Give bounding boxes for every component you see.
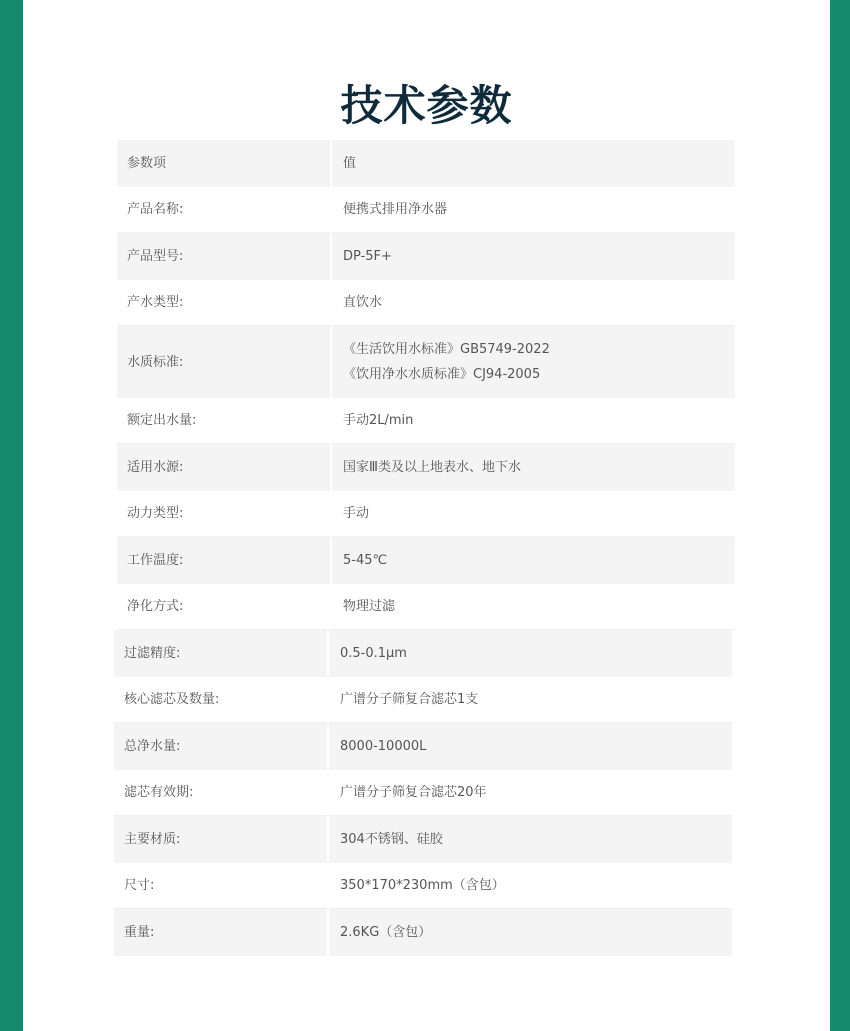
table-row — [114, 909, 732, 956]
param-value-cell — [329, 723, 732, 770]
param-value-cell — [332, 280, 735, 326]
table-row — [117, 491, 735, 537]
value-line: 5-45℃ — [343, 553, 388, 568]
table-row — [114, 770, 732, 816]
param-value-cell — [332, 444, 735, 491]
value-line: 值 — [343, 156, 357, 171]
value-line: 广谱分子筛复合滤芯1支 — [340, 692, 479, 707]
table-row — [114, 677, 732, 723]
param-name-cell: 水质标准: — [117, 326, 332, 398]
value-line: 8000-10000L — [340, 739, 427, 754]
table-row — [114, 723, 732, 770]
header-key-cell: 参数项 — [117, 140, 332, 187]
param-name-cell: 产品型号: — [117, 233, 332, 280]
param-name-cell: 核心滤芯及数量: — [114, 677, 329, 723]
table-row — [114, 816, 732, 863]
table-row — [114, 863, 732, 909]
value-line: 便携式排用净水器 — [343, 202, 448, 217]
table-row — [117, 444, 735, 491]
value-line: 直饮水 — [343, 295, 383, 310]
value-line: 304不锈钢、硅胶 — [340, 832, 443, 847]
param-name-cell: 过滤精度: — [114, 630, 329, 677]
value-line: 手动2L/min — [343, 413, 414, 428]
param-value-cell — [332, 233, 735, 280]
value-line: 2.6KG（含包） — [340, 925, 432, 940]
table-row — [117, 584, 735, 630]
param-value-cell — [329, 630, 732, 677]
param-name-cell: 动力类型: — [117, 491, 332, 537]
param-name-cell: 主要材质: — [114, 816, 329, 863]
param-value-cell — [332, 491, 735, 537]
table-row — [117, 233, 735, 280]
param-name-cell: 额定出水量: — [117, 398, 332, 444]
table-header-row — [117, 140, 735, 187]
table-row — [117, 326, 735, 398]
table-row — [117, 398, 735, 444]
param-value-cell — [332, 326, 735, 398]
value-line: 《饮用净水水质标准》CJ94-2005 — [343, 367, 541, 382]
value-line: 国家Ⅲ类及以上地表水、地下水 — [343, 460, 521, 475]
table-row — [117, 280, 735, 326]
param-value-cell — [329, 909, 732, 956]
table-row — [117, 187, 735, 233]
param-name-cell: 净化方式: — [117, 584, 332, 630]
table-row — [114, 630, 732, 677]
param-name-cell: 滤芯有效期: — [114, 770, 329, 816]
header-value-cell — [332, 140, 735, 187]
param-name-cell: 产品名称: — [117, 187, 332, 233]
value-line: 0.5-0.1μm — [340, 646, 407, 661]
value-line: 物理过滤 — [343, 599, 396, 614]
param-name-cell: 适用水源: — [117, 444, 332, 491]
param-value-cell — [329, 816, 732, 863]
page-title: 技术参数 — [340, 81, 513, 130]
param-value-cell — [329, 677, 732, 723]
value-line: 《生活饮用水标准》GB5749-2022 — [343, 342, 550, 357]
param-value-cell — [329, 770, 732, 816]
param-name-cell: 尺寸: — [114, 863, 329, 909]
value-line: DP-5F+ — [343, 249, 392, 264]
value-line: 手动 — [343, 506, 370, 521]
value-line: 350*170*230mm（含包） — [340, 878, 505, 893]
param-name-cell: 工作温度: — [117, 537, 332, 584]
param-name-cell: 重量: — [114, 909, 329, 956]
param-name-cell: 总净水量: — [114, 723, 329, 770]
param-value-cell — [332, 584, 735, 630]
value-line: 广谱分子筛复合滤芯20年 — [340, 785, 487, 800]
param-value-cell — [332, 537, 735, 584]
param-value-cell — [332, 398, 735, 444]
left-border-bar — [0, 0, 23, 1031]
param-value-cell — [332, 187, 735, 233]
right-border-bar — [830, 0, 850, 1031]
param-name-cell: 产水类型: — [117, 280, 332, 326]
spec-page — [23, 0, 830, 1031]
table-row — [117, 537, 735, 584]
param-value-cell — [329, 863, 732, 909]
